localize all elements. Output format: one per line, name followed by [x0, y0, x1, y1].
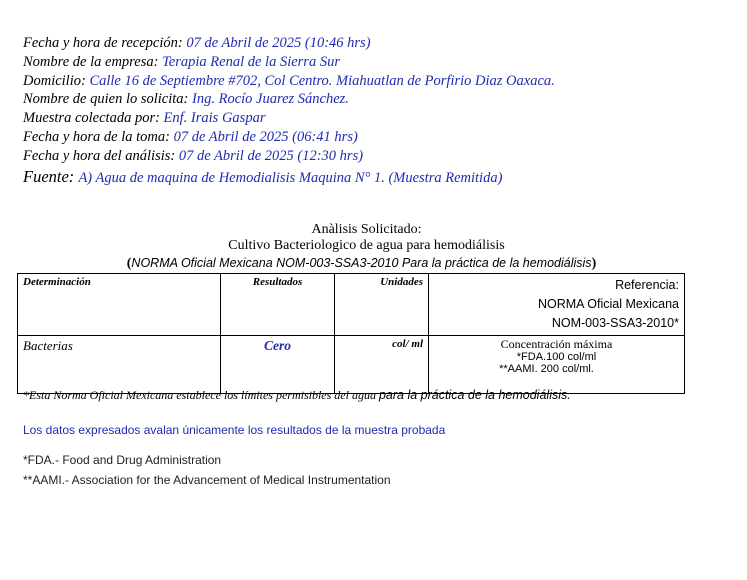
requester-value: Ing. Rocío Juarez Sánchez.	[192, 91, 349, 108]
aami-limit: **AAMI. 200 col/ml.	[499, 363, 594, 375]
referencia-label: Referencia:	[615, 278, 679, 292]
source-line	[23, 166, 555, 189]
requester-line	[23, 90, 555, 109]
concentration-title: Concentración máxima	[500, 337, 613, 351]
norm-reference	[0, 256, 728, 272]
header-unidades: Unidades	[335, 274, 429, 336]
referencia-norma: NORMA Oficial Mexicana	[537, 297, 679, 311]
row-determinacion: Bacterias	[18, 336, 221, 394]
collector-line	[23, 109, 555, 128]
analysis-title: Anàlisis Solicitado:	[311, 222, 422, 237]
norma-footnote-main: *Esta Norma Oficial Mexicana establece los límites permisibles del agua	[23, 388, 379, 402]
norm-close-paren: )	[591, 256, 597, 271]
header-determinacion: Determinación	[18, 274, 221, 336]
referencia-nom: NOM-003-SSA3-2010*	[551, 316, 679, 330]
sampling-date-label: Fecha y hora de la toma:	[23, 128, 174, 145]
results-table	[17, 273, 685, 394]
aami-footnote: **AAMI.- Association for the Advancement of Medical Instrumentation	[23, 473, 391, 487]
source-label: Fuente:	[23, 166, 79, 186]
collector-label: Muestra colectada por:	[23, 110, 164, 127]
analysis-date-line	[23, 147, 555, 166]
row-referencia	[429, 336, 685, 394]
sampling-date-value: 07 de Abril de 2025 (06:41 hrs)	[173, 128, 358, 145]
sample-info-block	[23, 34, 555, 189]
company-label: Nombre de la empresa:	[23, 53, 163, 70]
norma-footnote	[23, 388, 571, 403]
fda-footnote: *FDA.- Food and Drug Administration	[23, 453, 222, 467]
table-header-row	[18, 274, 685, 336]
header-resultados: Resultados	[221, 274, 335, 336]
table-row	[18, 336, 685, 394]
sampling-date-line	[23, 128, 555, 147]
source-value: A) Agua de maquina de Hemodialisis Maquina N° 1. (Muestra Remitida)	[78, 169, 503, 186]
fda-limit: *FDA.100 col/ml	[516, 351, 597, 363]
reception-date-line	[23, 34, 555, 53]
results-disclaimer: Los datos expresados avalan únicamente los resultados de la muestra probada	[23, 423, 446, 437]
address-label: Domicilio:	[23, 72, 90, 89]
company-line	[23, 53, 555, 72]
address-value: Calle 16 de Septiembre #702, Col Centro. Miahuatlan de Porfirio Diaz Oaxaca.	[89, 72, 555, 89]
collector-value: Enf. Irais Gaspar	[163, 110, 266, 127]
row-resultado: Cero	[221, 336, 335, 394]
company-value: Terapia Renal de la Sierra Sur	[162, 53, 340, 70]
requester-label: Nombre de quien lo solicita:	[23, 91, 193, 108]
norm-text: NORMA Oficial Mexicana NOM-003-SSA3-2010 Para la práctica de la hemodiálisis	[131, 256, 592, 270]
analysis-name: Cultivo Bacteriologico de agua para hemodiálisis	[228, 238, 505, 253]
reception-date-label: Fecha y hora de recepción:	[23, 35, 187, 51]
row-unidades: col/ ml	[335, 336, 429, 394]
address-line	[23, 72, 555, 91]
analysis-date-value: 07 de Abril de 2025 (12:30 hrs)	[178, 147, 364, 164]
header-referencia	[429, 274, 685, 336]
norma-footnote-tail: para la práctica de la hemodiálisis.	[378, 388, 571, 402]
reception-date-value: 07 de Abril de 2025 (10:46 hrs)	[186, 35, 371, 51]
norm-open-paren: (	[126, 256, 132, 271]
analysis-date-label: Fecha y hora del análisis:	[23, 147, 179, 164]
